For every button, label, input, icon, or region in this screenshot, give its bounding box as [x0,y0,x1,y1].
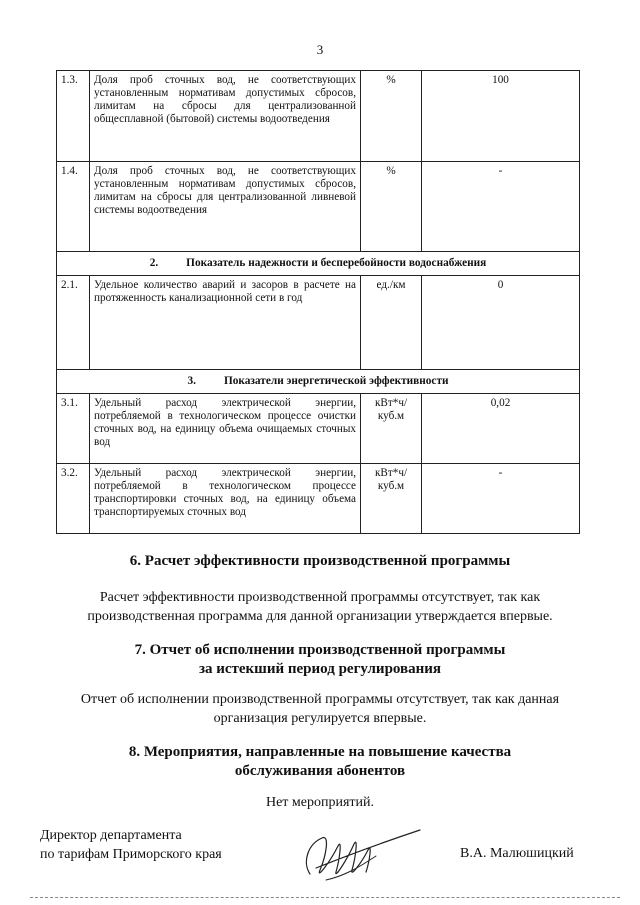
signatory-position-line1: Директор департамента [40,828,182,843]
indicator-value: 0,02 [422,394,580,464]
indicator-unit: % [361,71,422,162]
indicator-value: - [422,162,580,252]
indicator-unit: кВт*ч/куб.м [361,464,422,534]
indicator-name: Удельный расход электрической энергии, потребляемой в технологическом процессе транспортировки сточных вод, на единицу объема транспортируемых сточных вод [90,464,361,534]
row-number: 2.1. [57,276,90,370]
indicator-name: Удельный расход электрической энергии, потребляемой в технологическом процессе очистки сточных вод, на единицу объема очищаемых сточных вод [90,394,361,464]
row-number: 3.1. [57,394,90,464]
section7-heading-line2: за истекший период регулирования [198,661,442,677]
indicator-name: Доля проб сточных вод, не соответствующих установленным нормативам допустимых сбросов, лимитам на сбросы для централизованной общесплавной (бытовой) системы водоотведения [90,71,361,162]
indicator-name: Доля проб сточных вод, не соответствующих установленным нормативам допустимых сбросов, лимитам на сбросы для централизованной ливневой системы водоотведения [90,162,361,252]
section7-heading-line1: 7. Отчет об исполнении производственной программы [134,642,506,658]
signatory-position-line2: по тарифам Приморского края [40,847,222,862]
section-title-text: Показатель надежности и бесперебойности водоснабжения [186,257,487,269]
indicator-value: 100 [422,71,580,162]
table-row [57,276,580,370]
row-number: 1.3. [57,71,90,162]
row-number: 3.2. [57,464,90,534]
row-number: 1.4. [57,162,90,252]
section8-text: Нет мероприятий. [265,795,375,810]
section8-heading-line2: обслуживания абонентов [234,763,406,779]
table-row [57,162,580,252]
indicator-name: Удельное количество аварий и засоров в расчете на протяженность канализационной сети в год [90,276,361,370]
section8-heading-line1: 8. Мероприятия, направленные на повышение качества [128,744,512,760]
section-title [57,252,580,276]
section-title-text: Показатели энергетической эффективности [223,375,449,387]
table-row [57,464,580,534]
handwritten-signature [296,822,426,886]
indicator-value: 0 [422,276,580,370]
indicator-unit: ед./км [361,276,422,370]
indicator-unit: кВт*ч/куб.м [361,394,422,464]
section6-heading: 6. Расчет эффективности производственной программы [129,553,511,569]
indicator-unit: % [361,162,422,252]
section7-text: Отчет об исполнении производственной программы отсутствует, так как данная организация регулируется впервые. [80,692,560,726]
indicator-value: - [422,464,580,534]
signatory-position [40,826,222,864]
section-row [57,252,580,276]
section-row [57,370,580,394]
section-number: 3. [187,375,196,387]
signatory-name: В.А. Малюшицкий [460,846,574,861]
page-number: 3 [316,42,324,57]
section6-text: Расчет эффективности производственной программы отсутствует, так как производственная программа для данной организации утверждается впервые. [87,590,553,624]
bottom-divider [30,897,620,898]
table-row [57,71,580,162]
section-title [57,370,580,394]
indicators-table [56,70,580,534]
table-row [57,394,580,464]
section-number: 2. [149,257,159,269]
